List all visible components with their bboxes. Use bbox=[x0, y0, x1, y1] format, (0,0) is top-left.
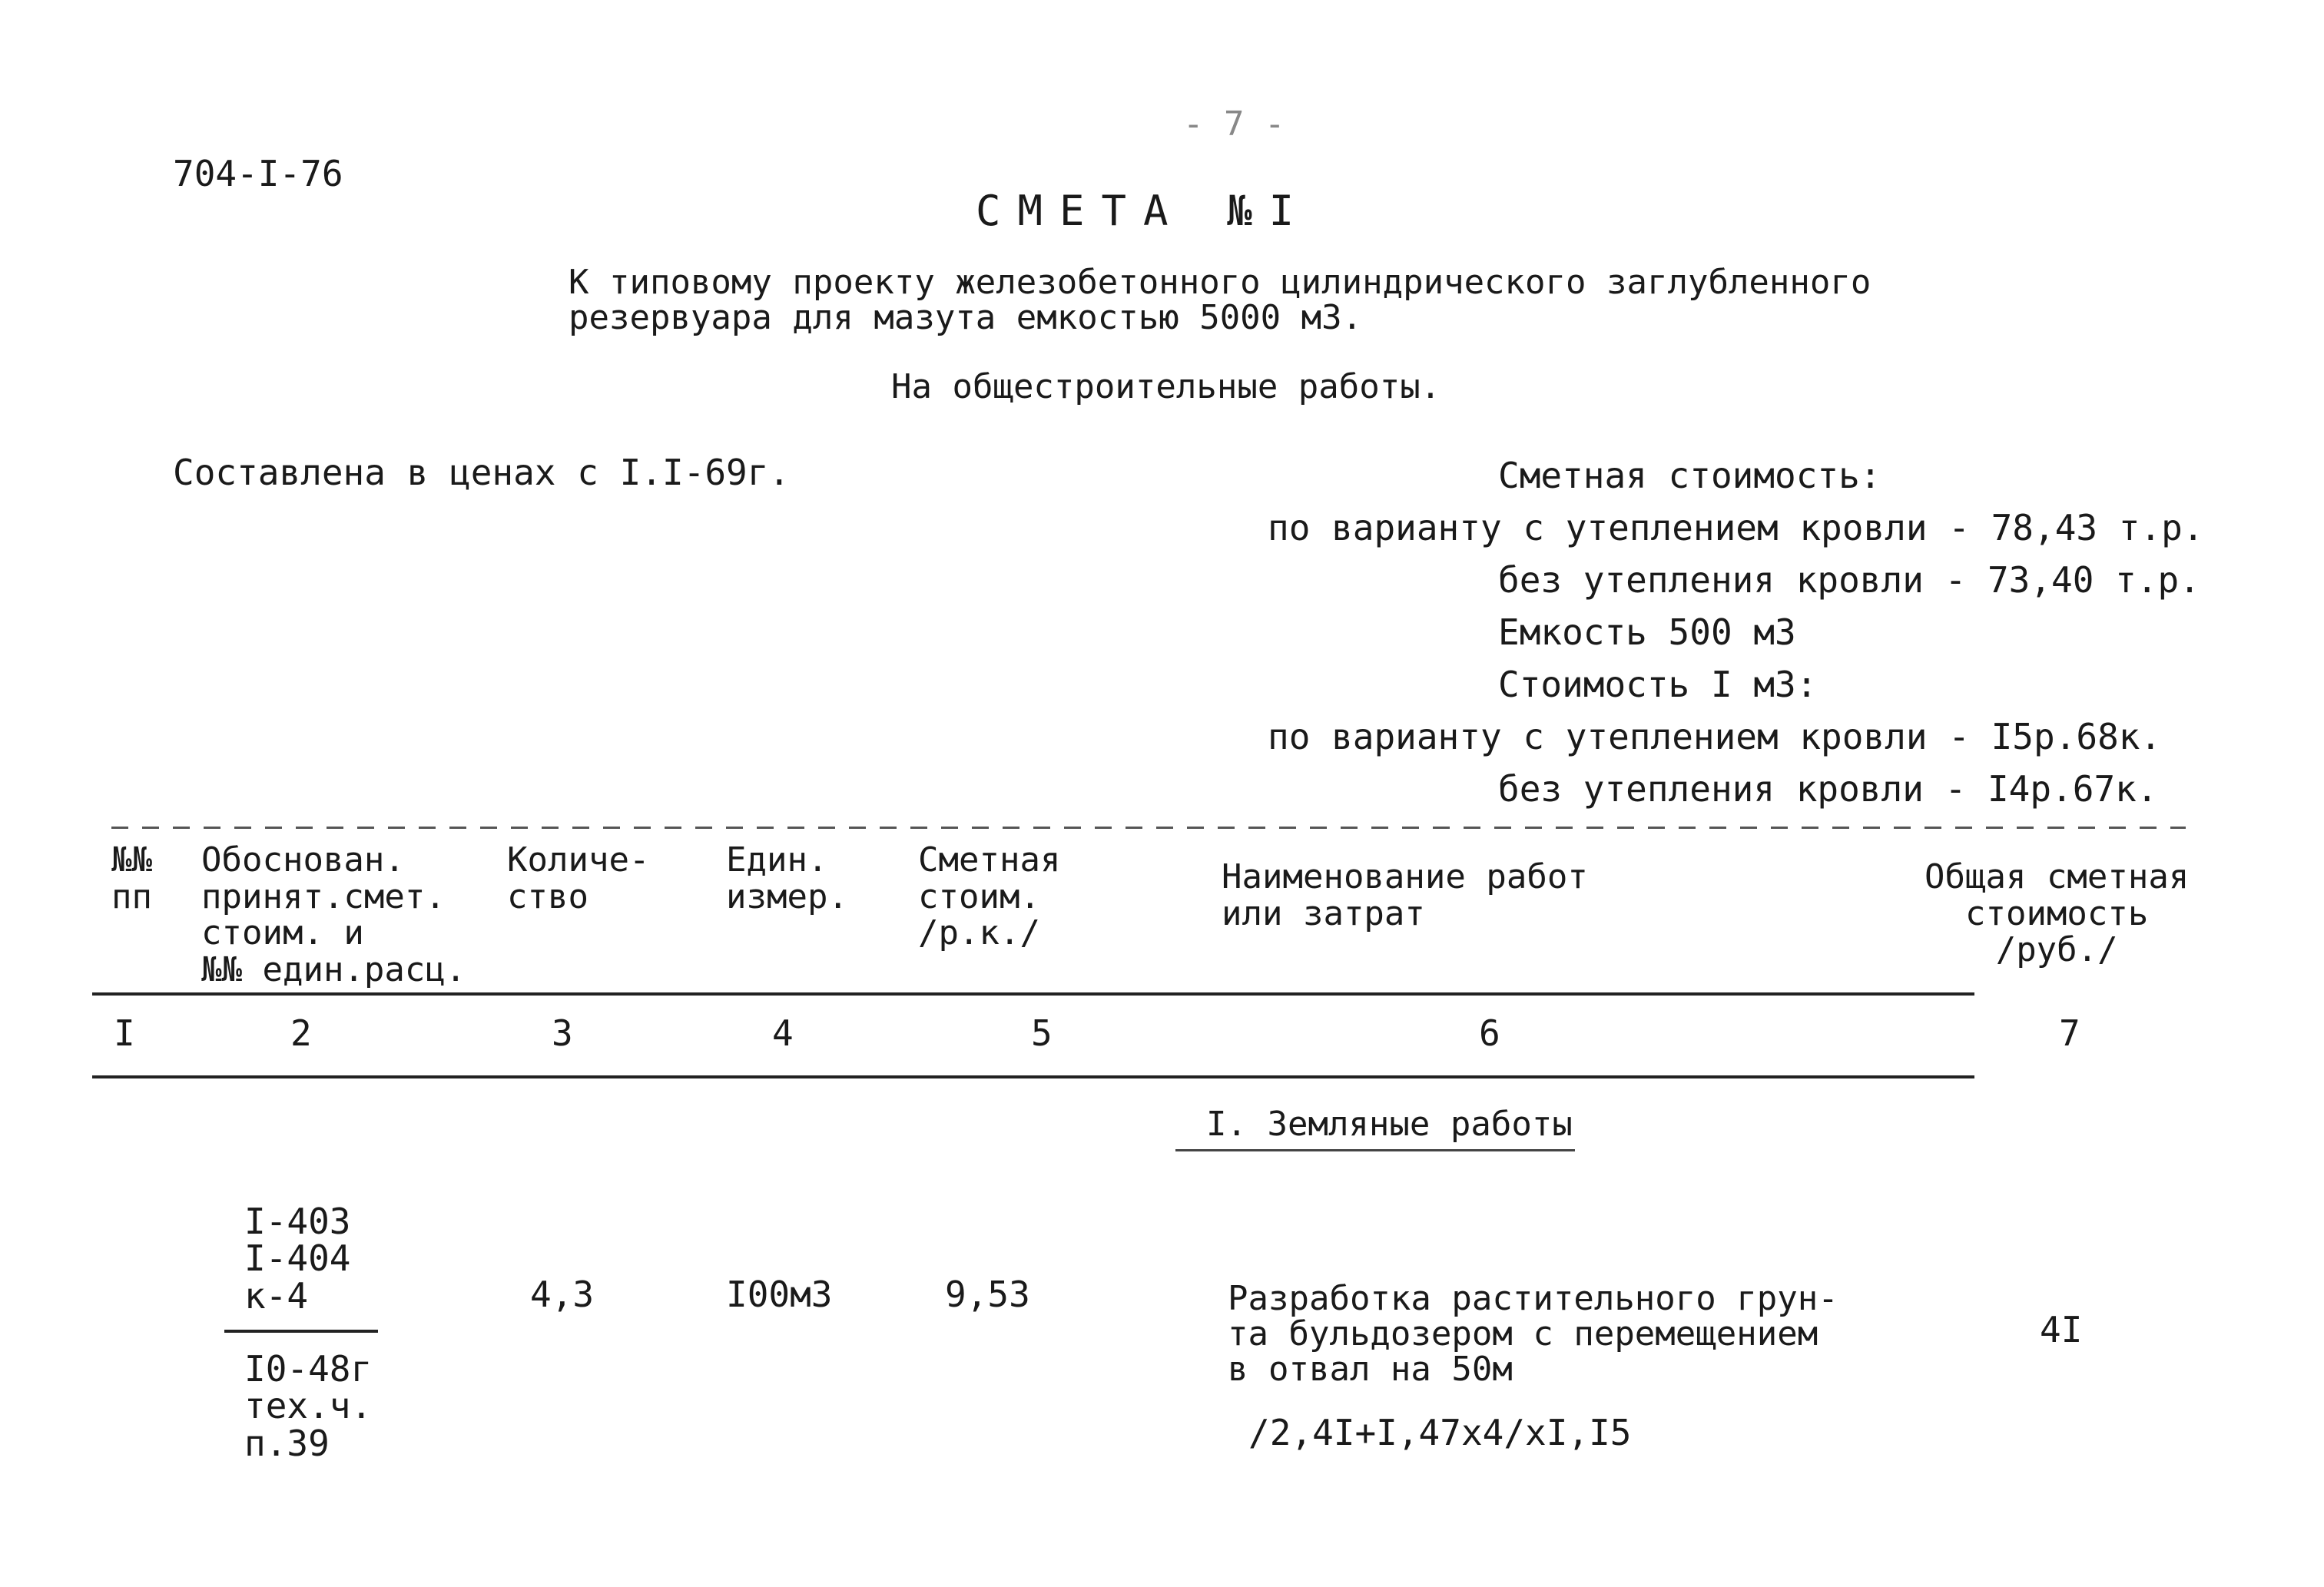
col-number-6: 6 bbox=[1479, 1012, 1500, 1054]
row-unit-cost: 9,53 bbox=[945, 1274, 1030, 1315]
subtitle-line-1: К типовому проекту железобетонного цилиндрического заглубленного bbox=[569, 263, 1871, 302]
unit-cost-variant-2: без утепления кровли - I4р.67к. bbox=[1498, 768, 2158, 810]
section-title: I. Земляные работы bbox=[1206, 1105, 1573, 1144]
row-basis-bottom: I0-48г тех.ч. п.39 bbox=[244, 1348, 373, 1464]
capacity-line: Емкость 500 м3 bbox=[1498, 611, 1796, 653]
document-title: СМЕТА №I bbox=[976, 187, 1311, 235]
row-quantity: 4,3 bbox=[530, 1274, 595, 1315]
row-formula: /2,4I+I,47x4/xI,I5 bbox=[1248, 1412, 1632, 1453]
unit-cost-variant-1: по варианту с утеплением кровли - I5р.68к. bbox=[1268, 716, 2162, 757]
subtitle-line-2: резервуара для мазута емкостью 5000 м3. bbox=[569, 298, 1363, 337]
basis-divider bbox=[224, 1330, 378, 1333]
col-number-5: 5 bbox=[1031, 1012, 1053, 1054]
header-description: Наименование работ или затрат bbox=[1222, 857, 1588, 933]
col-number-4: 4 bbox=[772, 1012, 794, 1054]
page-number: - 7 - bbox=[1183, 104, 1285, 144]
header-row-number: №№ пп bbox=[111, 840, 152, 916]
cost-variant-2: без утепления кровли - 73,40 т.р. bbox=[1498, 559, 2200, 601]
cost-variant-1: по варианту с утеплением кровли - 78,43 т.р. bbox=[1268, 507, 2204, 548]
document-code: 704-I-76 bbox=[173, 153, 343, 194]
works-line: На общестроительные работы. bbox=[891, 367, 1441, 406]
col-number-2: 2 bbox=[290, 1012, 312, 1054]
row-unit: I00м3 bbox=[726, 1274, 833, 1315]
header-unit-cost: Сметная стоим. /р.к./ bbox=[918, 840, 1061, 953]
header-basis: Обоснован. принят.смет. стоим. и №№ един.расц. bbox=[201, 840, 466, 989]
column-numbers-bottom-rule bbox=[92, 1075, 1974, 1078]
unit-cost-heading: Стоимость I м3: bbox=[1498, 664, 1818, 705]
header-quantity: Количе- ство bbox=[507, 840, 650, 916]
col-number-1: I bbox=[114, 1012, 135, 1054]
table-top-rule bbox=[111, 827, 2186, 829]
col-number-7: 7 bbox=[2059, 1012, 2080, 1054]
col-number-3: 3 bbox=[552, 1012, 573, 1054]
row-total: 4I bbox=[2040, 1309, 2083, 1350]
prices-line: Составлена в ценах с I.I-69г. bbox=[173, 452, 791, 493]
header-bottom-rule bbox=[92, 992, 1974, 996]
header-total: Общая сметная стоимость /руб./ bbox=[1925, 857, 2190, 970]
header-unit: Един. измер. bbox=[726, 840, 848, 916]
row-description: Разработка растительного грун- та бульдозером с перемещением в отвал на 50м bbox=[1228, 1279, 1838, 1390]
section-title-underline bbox=[1175, 1149, 1575, 1151]
cost-heading: Сметная стоимость: bbox=[1498, 455, 1881, 496]
row-basis-top: I-403 I-404 к-4 bbox=[244, 1201, 351, 1317]
